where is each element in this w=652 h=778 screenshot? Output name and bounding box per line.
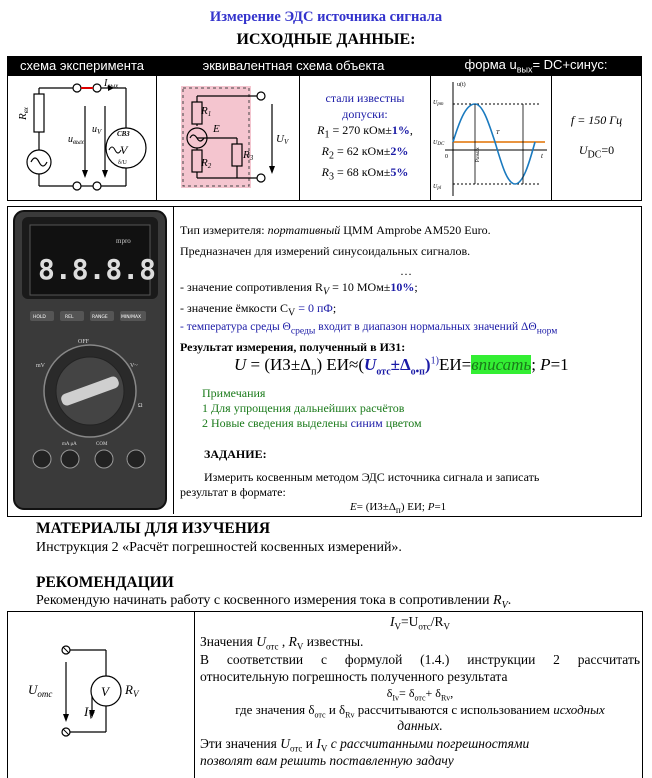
label-iv: $I_V$	[84, 704, 94, 721]
meter-purpose: Предназначен для измерений синусоидальных сигналов.	[180, 244, 471, 258]
known-values: Значения $U_{отс}$ , $R_V$ известны.	[200, 634, 364, 652]
meter-type: Тип измерителя: портативный ЦММ Amprobe AM520 Euro.	[180, 223, 491, 237]
waveform-graph-cell	[431, 75, 552, 200]
r1-tolerance: $R_1 = 270$ кОм±1%,	[317, 122, 413, 140]
dial-mv: mV	[36, 363, 45, 369]
label-v-circ: V	[101, 684, 109, 699]
instruction-line-2: относительную погрешность полученного результата	[200, 669, 508, 684]
label-t: t	[541, 151, 543, 160]
instruction-line-1: В соответствии с формулой (1.4.) инструкции 2 рассчитать	[200, 652, 640, 667]
instruction-line-3: где значения $\delta_{отс}$ и $\delta_{Rv}$ рассчитываются с использованием исходных	[235, 702, 605, 720]
label-upl: Upl	[433, 183, 442, 191]
dial-off: OFF	[78, 339, 90, 345]
r3-tolerance: $R_3 = 68$ кОм±5%	[321, 165, 409, 183]
frequency: f = 150 Гц	[570, 112, 623, 127]
label-rv: $R_V$	[125, 682, 139, 699]
capacitance-value: - значение ёмкости $С_V = 0$ пФ;	[180, 301, 337, 319]
experiment-schematic	[8, 76, 156, 200]
btn-rel: REL	[65, 315, 74, 320]
header-equivalent-scheme: эквивалентная схема объекта	[157, 57, 431, 76]
task-title: ЗАДАНИЕ:	[204, 447, 267, 461]
label-r1: R1	[201, 104, 212, 118]
label-r2: R2	[201, 156, 212, 170]
instruction-line-4: данных.	[397, 718, 443, 733]
label-razmah: Размах	[476, 146, 481, 162]
note-2: 2 Новые сведения выделены синим цветом	[202, 416, 422, 430]
label-mode: δ/U	[118, 159, 127, 166]
equivalent-schematic	[157, 76, 299, 200]
result-formula: $U = (ИЗ\pm\Delta_п)$ $ЕИ\approx(U_{отс}\pm\Delta_{о•п})^{1)}ЕИ=вписать$; P=1	[234, 355, 569, 378]
multimeter-image	[8, 207, 172, 514]
materials-title: МАТЕРИАЛЫ ДЛЯ ИЗУЧЕНИЯ	[36, 520, 271, 537]
temperature-condition: - температура среды $\Theta_{среды}$ входит в диапазон нормальных значений $\Delta\Theta_{норм}$	[180, 321, 558, 337]
label-v: V	[120, 142, 128, 157]
label-ut: u(t)	[457, 81, 466, 88]
tolerance-cell: стали известны допуски: $R_1 = 270$ кОм±1%, $R_2 = 62$ кОм±2% $R_3 = 68$ кОм±5%	[300, 75, 431, 200]
label-r3: R3	[243, 148, 254, 162]
btn-range: RANGE	[92, 315, 108, 320]
label-upm: Upm	[433, 99, 444, 107]
ellipsis: …	[400, 264, 412, 278]
fill-in-highlight: вписать	[471, 355, 532, 374]
instruction-line-6: позволят вам решить поставленную задачу	[200, 753, 454, 768]
label-uv2: UV	[276, 132, 289, 146]
experiment-schematic-cell	[8, 75, 157, 200]
meter-display: 8.8.8.8	[38, 253, 157, 286]
label-rvh: Rвх	[17, 106, 30, 120]
result-label: Результат измерения, полученный в ИЗ1:	[180, 340, 406, 354]
materials-text: Инструкция 2 «Расчёт погрешностей косвенных измерений».	[36, 540, 402, 555]
dial-ohm: Ω	[138, 403, 143, 409]
signal-params-cell	[552, 75, 642, 200]
btn-hold: HOLD	[33, 315, 46, 320]
r2-tolerance: $R_2 = 62$ кОм±2%	[321, 143, 409, 162]
recommendations-text: Рекомендую начинать работу с косвенного измерения тока в сопротивлении $R_V$.	[36, 593, 512, 611]
task-formula: $E= (ИЗ\pm\Delta_п)$ ЕИ; P=1	[350, 501, 447, 516]
label-uv: $u_V$	[92, 123, 102, 136]
current-formula: $I_V=U_{отс}/R_V$	[389, 614, 451, 632]
current-calc-block	[7, 611, 643, 778]
port-com: COM	[96, 442, 108, 447]
page-title: Измерение ЭДС источника сигнала	[209, 9, 443, 25]
label-zero: 0	[445, 153, 448, 160]
task-line-1: Измерить косвенным методом ЭДС источника сигнала и записать	[204, 470, 540, 484]
label-e: E	[213, 122, 220, 135]
note-1: 1 Для упрощения дальнейших расчётов	[202, 401, 405, 415]
recommendations-title: РЕКОМЕНДАЦИИ	[36, 574, 174, 591]
label-svz: СВЗ	[117, 129, 130, 138]
label-uvyh: $u_{вых}$	[68, 133, 84, 146]
section-title-initial-data: ИСХОДНЫЕ ДАННЫЕ:	[236, 31, 416, 48]
udc-value: $U_{DC}=0$	[578, 142, 615, 161]
header-experiment-scheme: схема эксперимента	[8, 57, 157, 76]
header-waveform: форма $u_{вых}=$ DC+синус:	[431, 57, 642, 76]
task-line-2: результат в формате:	[180, 485, 286, 499]
dial-v: V~	[130, 363, 138, 369]
instrument-description	[173, 207, 640, 514]
initial-data-table	[7, 56, 642, 201]
btn-minmax: MIN/MAX	[121, 315, 142, 320]
relative-error-formula: $\delta_{Iv}= \delta_{отс}+ \delta_{Rv}$,	[386, 686, 454, 703]
waveform-graph	[431, 76, 551, 200]
meter-brand: mpro	[116, 237, 131, 245]
equivalent-schematic-cell	[157, 75, 300, 200]
instruction-line-5: Эти значения $U_{отс}$ и $I_V$ с рассчитанными погрешностями	[200, 736, 530, 754]
label-udc: UDC	[433, 139, 445, 147]
notes-title: Примечания	[202, 386, 266, 400]
label-ivyh: $I_{вых}$	[104, 77, 119, 90]
port-ma: mA μA	[62, 442, 77, 447]
label-period: T	[496, 129, 500, 136]
label-uotc: $U_{отс}$	[28, 682, 53, 699]
current-schematic	[8, 612, 194, 778]
resistance-value: - значение сопротивления $R_V = 10$ МОм±10%;	[180, 280, 418, 298]
